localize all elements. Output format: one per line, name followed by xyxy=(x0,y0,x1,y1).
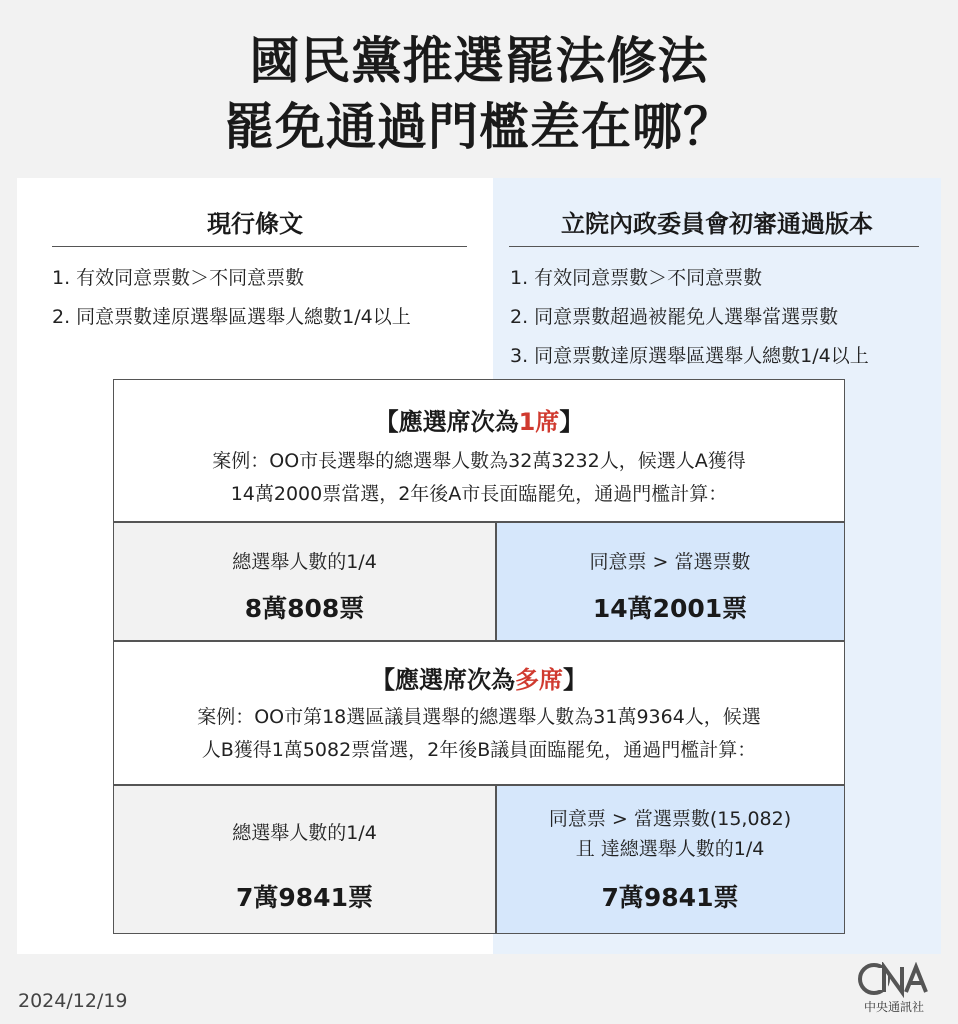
case2-line-1: 案例：OO市第18選區議員選舉的總選舉人數為31萬9364人，候選 xyxy=(197,706,761,728)
current-law-item-2: 2. 同意票數達原選舉區選舉人總數1/4以上 xyxy=(52,306,411,328)
case1-heading-highlight: 1席 xyxy=(518,408,560,436)
case1-winning-votes-value: 14萬2001票 xyxy=(592,593,748,623)
case1-winning-votes-label: 同意票 > 當選票數 xyxy=(589,550,751,573)
amended-version-heading: 立院內政委員會初審通過版本 xyxy=(561,210,873,238)
case1-heading xyxy=(114,402,844,437)
divider xyxy=(495,785,497,933)
example-table xyxy=(113,379,845,934)
amended-version-item-1: 1. 有效同意票數＞不同意票數 xyxy=(510,267,763,289)
case1-line-1: 案例：OO市長選舉的總選舉人數為32萬3232人，候選人A獲得 xyxy=(212,450,746,472)
amended-version-item-3: 3. 同意票數達原選舉區選舉人總數1/4以上 xyxy=(510,345,869,367)
case2-winning-votes-cell xyxy=(497,786,844,933)
current-law-divider xyxy=(52,246,467,247)
case2-heading-highlight: 多席 xyxy=(515,666,563,694)
title-line-1: 國民黨推選罷法修法 xyxy=(249,32,709,90)
case2-winning-votes-label-2: 且 達總選舉人數的1/4 xyxy=(575,837,765,860)
divider xyxy=(495,522,497,641)
cna-logo-icon xyxy=(854,962,934,998)
case2-heading xyxy=(114,660,844,695)
case2-heading-prefix: 【應選席次為 xyxy=(371,666,515,694)
page-title xyxy=(0,28,958,160)
case2-winning-votes-label-1: 同意票 > 當選票數(15,082) xyxy=(548,807,792,830)
case1-heading-prefix: 【應選席次為 xyxy=(374,408,519,436)
current-law-heading: 現行條文 xyxy=(207,210,303,238)
case2-quarter-cell xyxy=(114,786,495,933)
case2-line-2: 人B獲得1萬5082票當選，2年後B議員面臨罷免，通過門檻計算： xyxy=(201,739,757,761)
title-line-2: 罷免通過門檻差在哪？ xyxy=(224,98,734,156)
divider xyxy=(114,640,844,642)
case2-description xyxy=(114,701,844,767)
case1-winning-votes-cell xyxy=(497,523,844,641)
case1-description xyxy=(114,445,844,511)
case2-heading-suffix: 】 xyxy=(563,666,587,694)
case1-line-2: 14萬2000票當選，2年後A市長面臨罷免，通過門檻計算： xyxy=(230,483,728,505)
case1-quarter-label: 總選舉人數的1/4 xyxy=(232,550,377,573)
current-law-item-1: 1. 有效同意票數＞不同意票數 xyxy=(52,267,305,289)
publish-date: 2024/12/19 xyxy=(18,990,128,1012)
amended-version-item-2: 2. 同意票數超過被罷免人選舉當選票數 xyxy=(510,306,839,328)
case1-quarter-cell xyxy=(114,523,495,641)
case2-quarter-value: 7萬9841票 xyxy=(236,882,373,912)
case2-quarter-label: 總選舉人數的1/4 xyxy=(232,821,377,844)
cna-logo-text: 中央通訊社 xyxy=(863,1000,924,1014)
amended-version-divider xyxy=(509,246,919,247)
case1-quarter-value: 8萬808票 xyxy=(244,593,365,623)
case1-heading-suffix: 】 xyxy=(559,408,584,436)
case2-winning-votes-value: 7萬9841票 xyxy=(601,882,739,912)
cna-logo xyxy=(854,962,934,1014)
